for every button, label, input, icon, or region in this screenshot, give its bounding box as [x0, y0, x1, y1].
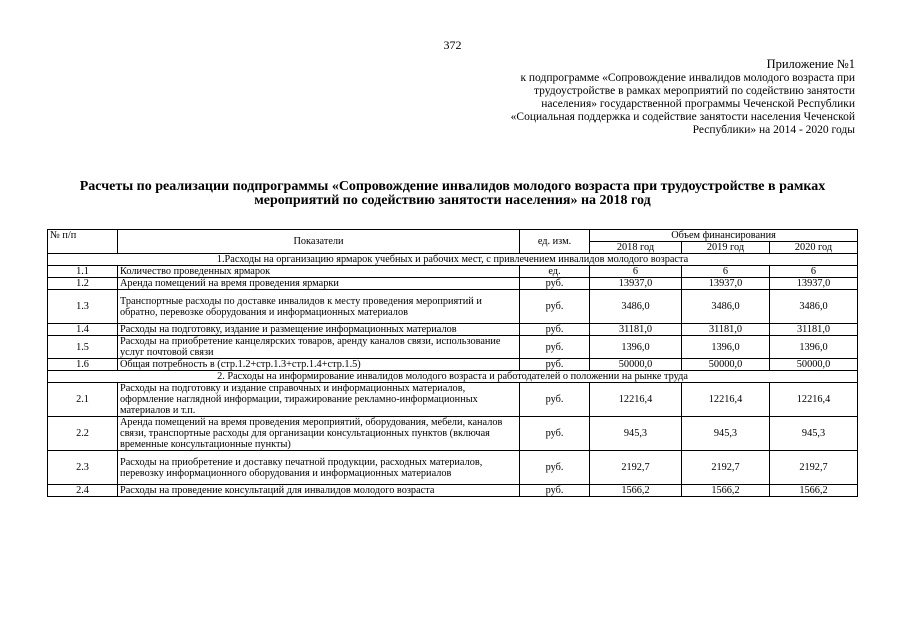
header-unit: ед. изм.	[520, 230, 590, 254]
row-name: Расходы на подготовку и издание справочных и информационных материалов, оформление наглядной информации, тиражирование рекламно-информационных материалов и т.п.	[118, 383, 520, 417]
document-title: Расчеты по реализации подпрограммы «Сопровождение инвалидов молодого возраста при трудоустройстве в рамках мероприятий по содействию занятости населения» на 2018 год	[79, 179, 826, 208]
row-name: Аренда помещений на время проведения ярмарки	[118, 278, 520, 290]
row-value-2018: 1396,0	[590, 336, 682, 359]
row-num: 1.1	[48, 266, 118, 278]
row-name: Расходы на подготовку, издание и размещение информационных материалов	[118, 324, 520, 336]
row-value-2020: 945,3	[770, 417, 858, 451]
row-name: Аренда помещений на время проведения мероприятий, оборудования, мебели, каналов связи, транспортные расходы для организации консультационных пунктов (включая временные консультационные пункты)	[118, 417, 520, 451]
row-value-2020: 12216,4	[770, 383, 858, 417]
section-title: 1.Расходы на организацию ярмарок учебных и рабочих мест, с привлечением инвалидов молодого возраста	[48, 254, 858, 266]
section-row	[48, 371, 858, 383]
row-unit: руб.	[520, 485, 590, 497]
row-value-2020: 31181,0	[770, 324, 858, 336]
appendix-title: Приложение №1	[766, 57, 855, 71]
row-name: Расходы на проведение консультаций для инвалидов молодого возраста	[118, 485, 520, 497]
row-value-2019: 945,3	[682, 417, 770, 451]
section-row	[48, 254, 858, 266]
row-name: Транспортные расходы по доставке инвалидов к месту проведения мероприятий и обратно, перевозке оборудования и информационных материалов	[118, 290, 520, 324]
row-value-2018: 31181,0	[590, 324, 682, 336]
header-year-2019: 2019 год	[682, 242, 770, 254]
row-unit: руб.	[520, 278, 590, 290]
row-unit: руб.	[520, 359, 590, 371]
row-value-2020: 13937,0	[770, 278, 858, 290]
header-year-2018: 2018 год	[590, 242, 682, 254]
row-num: 2.3	[48, 451, 118, 485]
row-unit: руб.	[520, 290, 590, 324]
row-name: Расходы на приобретение канцелярских товаров, аренду каналов связи, использование услуг почтовой связи	[118, 336, 520, 359]
budget-table	[47, 229, 858, 497]
row-value-2020: 1396,0	[770, 336, 858, 359]
row-num: 2.4	[48, 485, 118, 497]
table-row	[48, 417, 858, 451]
row-value-2019: 13937,0	[682, 278, 770, 290]
row-value-2018: 3486,0	[590, 290, 682, 324]
header-year-2020: 2020 год	[770, 242, 858, 254]
row-value-2019: 1566,2	[682, 485, 770, 497]
table-row	[48, 324, 858, 336]
row-value-2018: 6	[590, 266, 682, 278]
page-number: 372	[443, 38, 462, 52]
row-num: 2.1	[48, 383, 118, 417]
row-value-2020: 6	[770, 266, 858, 278]
row-value-2019: 31181,0	[682, 324, 770, 336]
row-value-2018: 1566,2	[590, 485, 682, 497]
header-num: № п/п	[48, 230, 118, 254]
header-row	[48, 230, 858, 242]
row-unit: руб.	[520, 324, 590, 336]
row-num: 1.4	[48, 324, 118, 336]
row-num: 2.2	[48, 417, 118, 451]
row-num: 1.2	[48, 278, 118, 290]
row-value-2020: 3486,0	[770, 290, 858, 324]
row-value-2018: 12216,4	[590, 383, 682, 417]
row-unit: руб.	[520, 383, 590, 417]
row-value-2018: 2192,7	[590, 451, 682, 485]
table-row	[48, 359, 858, 371]
row-num: 1.5	[48, 336, 118, 359]
row-unit: руб.	[520, 451, 590, 485]
row-value-2019: 3486,0	[682, 290, 770, 324]
row-value-2019: 6	[682, 266, 770, 278]
table-row	[48, 290, 858, 324]
table-row	[48, 485, 858, 497]
row-unit: руб.	[520, 336, 590, 359]
row-value-2019: 2192,7	[682, 451, 770, 485]
row-name: Общая потребность в (стр.1.2+стр.1.3+стр.1.4+стр.1.5)	[118, 359, 520, 371]
row-num: 1.6	[48, 359, 118, 371]
table-row	[48, 278, 858, 290]
table-row	[48, 266, 858, 278]
row-num: 1.3	[48, 290, 118, 324]
row-unit: ед.	[520, 266, 590, 278]
section-title: 2. Расходы на информирование инвалидов молодого возраста и работодателей о положении на рынке труда	[48, 371, 858, 383]
appendix-text: к подпрограмме «Сопровождение инвалидов молодого возраста при трудоустройстве в рамках мероприятий по содействию занятости населения» государственной программы Чеченской Республики «Социальная поддержка и содействие занятости населения Чеченской Республики» на 2014 - 2020 годы	[510, 72, 855, 136]
row-value-2019: 12216,4	[682, 383, 770, 417]
header-funding: Объем финансирования	[590, 230, 858, 242]
row-name: Количество проведенных ярмарок	[118, 266, 520, 278]
row-value-2020: 50000,0	[770, 359, 858, 371]
row-value-2020: 2192,7	[770, 451, 858, 485]
row-value-2019: 50000,0	[682, 359, 770, 371]
table-row	[48, 451, 858, 485]
row-name: Расходы на приобретение и доставку печатной продукции, расходных материалов, перевозку информационного оборудования и информационных материалов	[118, 451, 520, 485]
row-value-2018: 945,3	[590, 417, 682, 451]
header-indicator: Показатели	[118, 230, 520, 254]
row-value-2018: 13937,0	[590, 278, 682, 290]
row-unit: руб.	[520, 417, 590, 451]
row-value-2018: 50000,0	[590, 359, 682, 371]
row-value-2019: 1396,0	[682, 336, 770, 359]
row-value-2020: 1566,2	[770, 485, 858, 497]
table-row	[48, 383, 858, 417]
table-row	[48, 336, 858, 359]
